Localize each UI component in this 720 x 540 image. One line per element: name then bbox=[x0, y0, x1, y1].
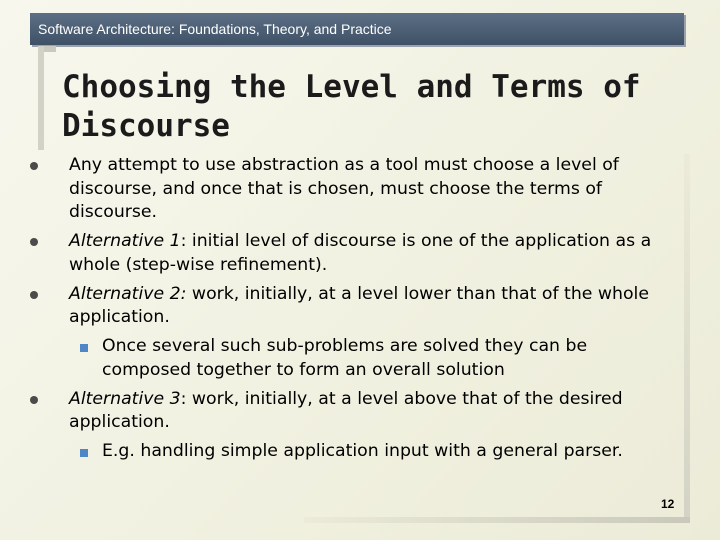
bullet-item-1 bbox=[30, 154, 680, 225]
bullet-dot-icon bbox=[30, 396, 38, 404]
sub-bullet-item-2 bbox=[30, 440, 680, 464]
bullet-item-4 bbox=[30, 388, 680, 435]
sub-bullet-item-1 bbox=[30, 335, 680, 382]
bullet-list bbox=[30, 154, 680, 469]
diamond-bullet-icon bbox=[80, 344, 88, 352]
slide-title bbox=[62, 68, 682, 146]
bullet-label: Alternative 3 bbox=[69, 388, 181, 409]
header-bar bbox=[30, 13, 684, 45]
sub-bullet-text: E.g. handling simple application input with a general parser. bbox=[102, 441, 623, 461]
bullet-dot-icon bbox=[30, 162, 38, 170]
bullet-dot-icon bbox=[30, 238, 38, 246]
bullet-item-3 bbox=[30, 283, 680, 330]
page-number: 12 bbox=[661, 497, 675, 511]
slide-title-line-2: Discourse bbox=[62, 108, 230, 144]
bullet-dot-icon bbox=[30, 291, 38, 299]
bullet-label: Alternative 1 bbox=[69, 231, 181, 251]
bullet-label: Alternative 2: bbox=[69, 283, 187, 304]
diamond-bullet-icon bbox=[80, 449, 88, 457]
bullet-text: Any attempt to use abstraction as a tool must choose a level of discourse, and once that is chosen, must choose the terms of discourse. bbox=[69, 155, 619, 222]
bullet-text: : work, initially, at a level above that of the desired application. bbox=[69, 388, 623, 432]
right-frame-rule bbox=[684, 154, 690, 522]
bullet-item-2 bbox=[30, 230, 680, 277]
bottom-frame-rule bbox=[304, 517, 690, 523]
course-title: Software Architecture: Foundations, Theory, and Practice bbox=[38, 21, 392, 37]
bullet-text: : initial level of discourse is one of the application as a whole (step-wise refinement). bbox=[69, 231, 652, 275]
bullet-text: work, initially, at a level lower than that of the whole application. bbox=[69, 283, 649, 327]
title-accent-vertical bbox=[38, 46, 44, 150]
sub-bullet-text: Once several such sub-problems are solved they can be composed together to form an overall solution bbox=[102, 336, 588, 380]
slide-title-line-1: Choosing the Level and Terms of bbox=[62, 69, 641, 105]
